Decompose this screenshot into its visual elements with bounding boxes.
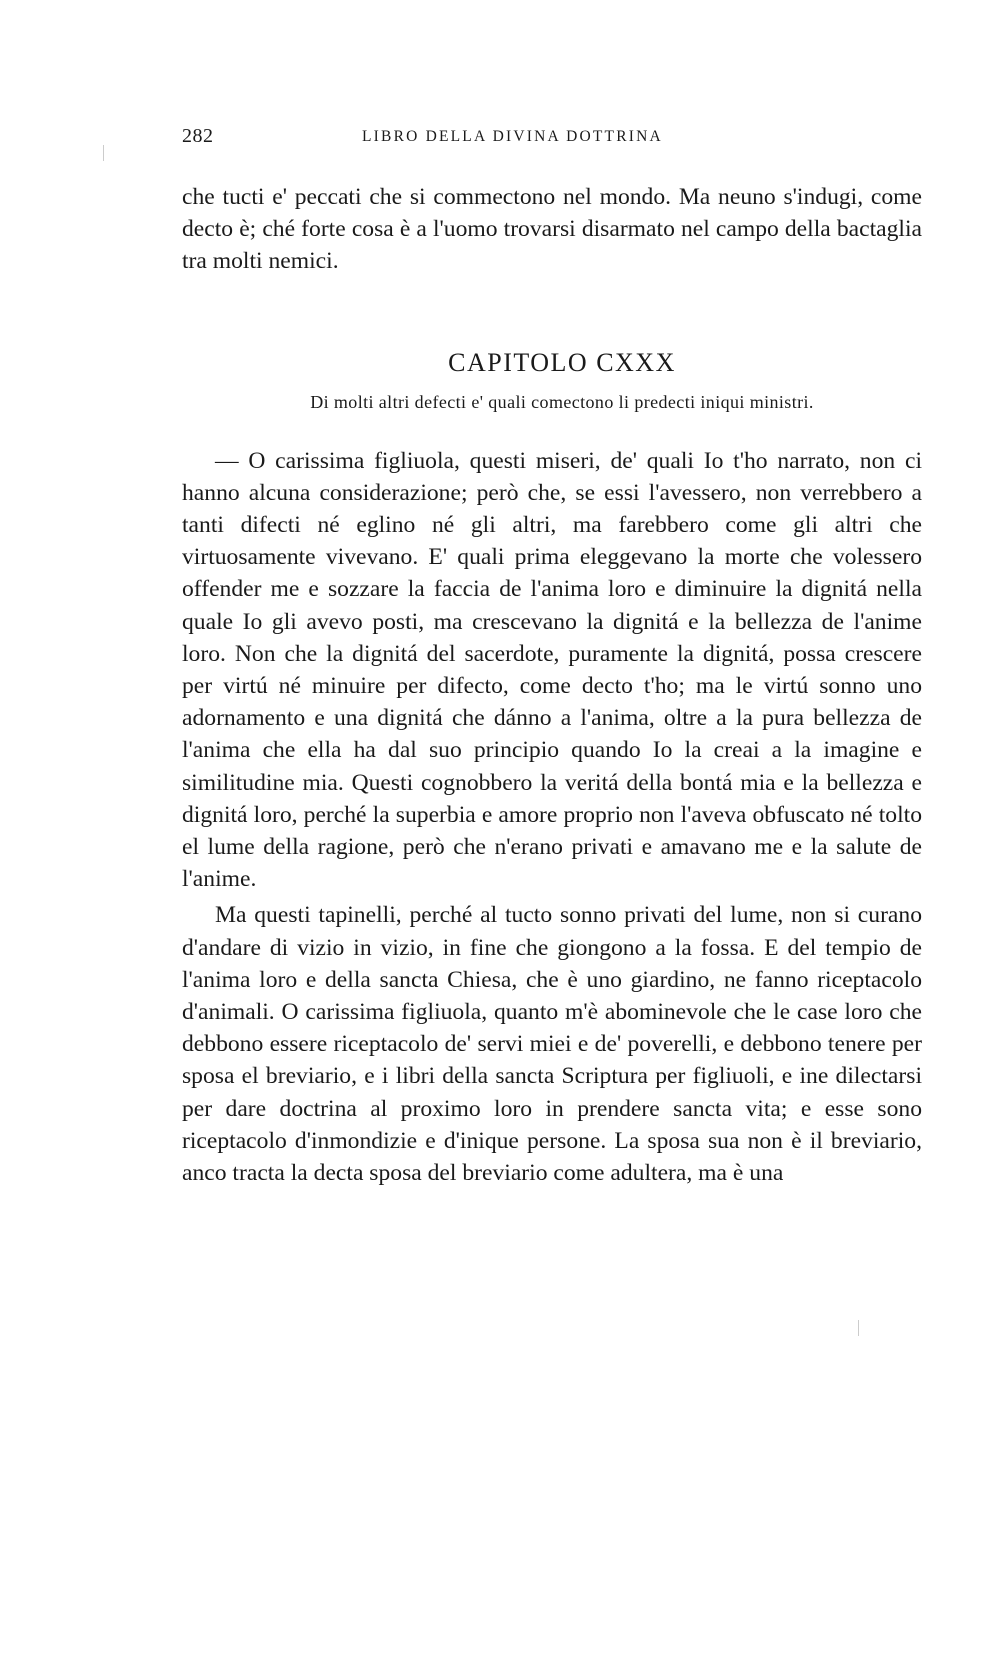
scan-edge-mark	[103, 145, 104, 161]
scan-edge-mark	[858, 1320, 859, 1336]
page-number: 282	[182, 125, 214, 147]
chapter-title: CAPITOLO CXXX	[448, 347, 676, 377]
book-page	[182, 125, 922, 1189]
body-paragraph: Ma questi tapinelli, perché al tucto sonno privati del lume, non si curano d'andare di vizio in vizio, in fine che giongono a la fossa. E del tempio de l'anima loro e della sancta Chiesa, che è uno giardino, ne fanno riceptacolo d'animali. O carissima figliuola, quanto m'è abominevole che le case loro che debbono essere riceptacolo de' servi miei e de' poverelli, e debbono tenere per sposa el breviario, e i libri della sancta Scriptura per figliuoli, e ine dilectarsi per dare doctrina al proximo loro in prendere sancta vita; e esse sono riceptacolo d'inmondizie e d'inique persone. La sposa sua non è il breviario, anco tracta la decta sposa del breviario come adultera, ma è una	[182, 902, 922, 1187]
page-header	[182, 125, 922, 165]
body-paragraph: — O carissima figliuola, questi miseri, de' quali Io t'ho narrato, non ci hanno alcuna considerazione; però che, se essi l'avessero, non verrebbero a tanti difecti né eglino né gli altri, ma farebbero come gli altri che virtuosamente vivevano. E' quali prima eleggevano la morte che volessero offender me e sozzare la faccia de l'anima loro e diminuire la dignitá nella quale Io gli avevo posti, ma crescevano la dignitá e la bellezza de l'anime loro. Non che la dignitá del sacerdote, puramente la dignitá, possa crescere per virtú né minuire per difecto, come decto t'ho; ma le virtú sonno uno adornamento e una dignitá che dánno a l'anima, oltre a la pura bellezza de l'anima che ella ha dal suo principio quando Io la creai a la imagine e similitudine mia. Questi cognobbero la veritá della bontá mia e la bellezza e dignitá loro, perché la superbia e amore proprio non l'aveva obfuscato né tolto el lume della ragione, però che n'erano privati e amavano me e la salute de l'anime.	[182, 447, 922, 893]
intro-paragraph: che tucti e' peccati che si commectono nel mondo. Ma neuno s'indugi, come decto è; ché forte cosa è a l'uomo trovarsi disarmato nel campo della bactaglia tra molti nemici.	[182, 184, 922, 275]
chapter-summary: Di molti altri defecti e' quali comectono li predecti iniqui ministri.	[310, 391, 814, 412]
running-title: LIBRO DELLA DIVINA DOTTRINA	[362, 128, 663, 145]
